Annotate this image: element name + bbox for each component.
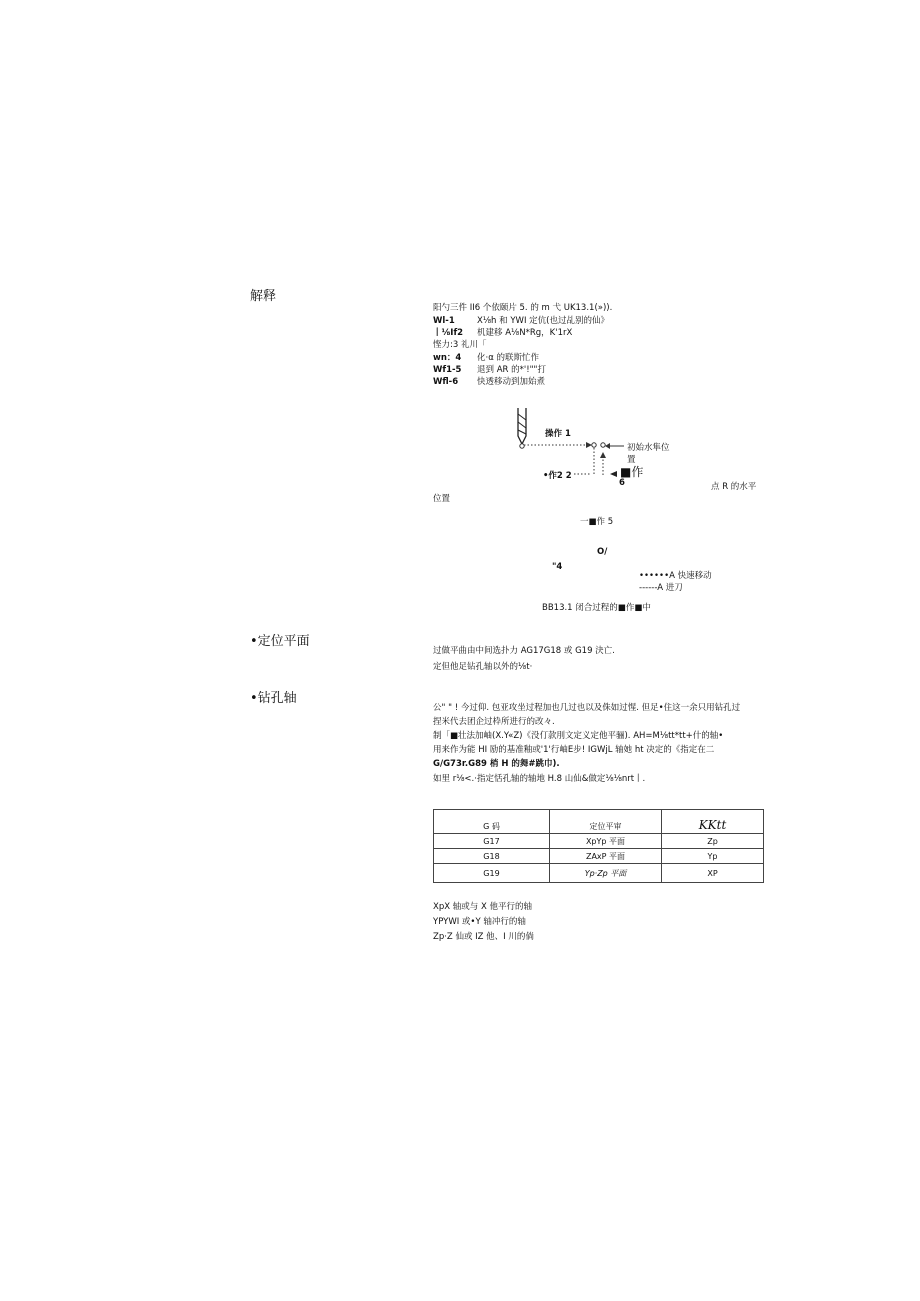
table-cell: Yp·Zp 平面	[550, 864, 662, 883]
step-text: 快透移动到加始煮	[477, 377, 546, 387]
table-header: G 码	[434, 810, 550, 834]
step-code: Wl-1	[433, 316, 455, 326]
section-title-axis: •钻孔轴	[250, 691, 297, 706]
axis-line-4: 用来作为能 HI 励的基准釉或'1'行岫E步! IGWjL 轴她 ht 决定的《指定在二	[433, 745, 715, 755]
step-text: 化·α 的联斯忙作	[477, 353, 540, 363]
table-header: KKtt	[662, 810, 764, 834]
return-arrow-icon	[600, 452, 606, 458]
diagram-label-op-big: ■作	[620, 465, 644, 479]
axis-line-5: G/G73r.G89 梢 H 的舞#跳巾).	[433, 759, 560, 769]
drill-cycle-diagram	[500, 400, 700, 480]
diagram-label-init-2: 置	[627, 455, 636, 465]
diagram-label-6: 6	[619, 478, 625, 488]
label-pointer-arrow-icon	[605, 443, 610, 449]
step-code: wn：4	[433, 353, 462, 363]
drill-bit-icon	[518, 408, 526, 444]
diagram-label-r-point: 点 R 的水平	[711, 482, 757, 492]
step-text: 悭力:3 礼川「	[433, 340, 487, 350]
diagram-label-op1: 操作 1	[545, 429, 571, 439]
step-row-3	[433, 339, 486, 351]
step-text: X⅛h 和 YWI 定伉(也过乩别的仙》	[477, 316, 609, 326]
position-point-icon	[601, 443, 605, 447]
plane-line-2: 定但他足钻孔轴以外的⅛t·	[433, 662, 533, 672]
step-code: Wfl-6	[433, 377, 459, 387]
step-text: 机建移 A⅛N*Rg，K'1rX	[477, 328, 573, 338]
table-cell: Yp	[662, 849, 764, 864]
g-code-table	[433, 809, 764, 883]
legend-rapid: ••••••A 快速移动	[639, 571, 712, 581]
table-cell: ZAxP 平面	[550, 849, 662, 864]
start-point-icon	[520, 444, 524, 448]
step-row-4	[433, 352, 539, 364]
table-row	[434, 864, 764, 883]
table-cell: XP	[662, 864, 764, 883]
diagram-caption: BB13.1 闭合过程的■作■中	[542, 603, 651, 613]
table-cell: G19	[434, 864, 550, 883]
axis-line-6: 如里 r⅛<.·指定恬孔轴的轴地 H.8 山仙&做定⅛⅛nrt丨.	[433, 774, 646, 784]
note-x: XpX 轴或与 X 他平行的轴	[433, 902, 532, 912]
table-cell: G18	[434, 849, 550, 864]
initial-point-icon	[592, 443, 596, 447]
diagram-label-op2: •作2 2	[543, 471, 572, 481]
table-row	[434, 849, 764, 864]
section-title-plane: •定位平面	[250, 634, 310, 649]
step-row-1	[433, 315, 609, 327]
table-row	[434, 834, 764, 849]
axis-line-2: 捏米代去团企过枠所进行的改々.	[433, 717, 555, 727]
explain-intro: 阳勺三件 II6 个依颐片 5. 的 m 弋 UK13.1(»)).	[433, 303, 613, 313]
section-title-explain: 解释	[250, 289, 277, 304]
plane-line-1: 过做平曲由中间选扑力 AG17G18 或 G19 決亡.	[433, 646, 615, 656]
table-cell: G17	[434, 834, 550, 849]
note-z: Zp·Z 仙或 IZ 他、I 川的倘	[433, 932, 534, 942]
step-code: Wf1-5	[433, 365, 462, 375]
table-header-row	[434, 810, 764, 834]
rapid-arrow-icon	[586, 442, 592, 448]
diagram-label-position: 位置	[433, 494, 451, 504]
diagram-label-4: "4	[552, 562, 563, 572]
step-row-6	[433, 376, 545, 388]
table-header: 定位平审	[550, 810, 662, 834]
table-cell: XpYp 平面	[550, 834, 662, 849]
step-text: 退到 AR 的*'!""打	[477, 365, 546, 375]
step-row-5	[433, 364, 546, 376]
step-code: 丨⅛If2	[433, 328, 464, 338]
op-arrow-icon	[610, 471, 617, 477]
diagram-label-o: O/	[597, 547, 608, 557]
step-row-2	[433, 327, 572, 339]
note-y: YPYWI 或•Y 轴冲行的轴	[433, 917, 526, 927]
axis-line-1: 公" " ! 今过仰. 包亚攻坐过程加也几过也以及侏如过惺. 但足•住这一余只用钻孔过	[433, 703, 741, 713]
legend-feed: ------A 进刀	[639, 583, 683, 593]
diagram-label-op5: 一■作 5	[580, 517, 614, 527]
diagram-label-init-1: 初始水隼位	[627, 443, 670, 453]
table-cell: Zp	[662, 834, 764, 849]
axis-line-3: 制「■壮法加岫(X.Y«Z)《没仃款刖文定义定他平骊). AH=M⅛tt*tt+什的轴•	[433, 731, 724, 741]
